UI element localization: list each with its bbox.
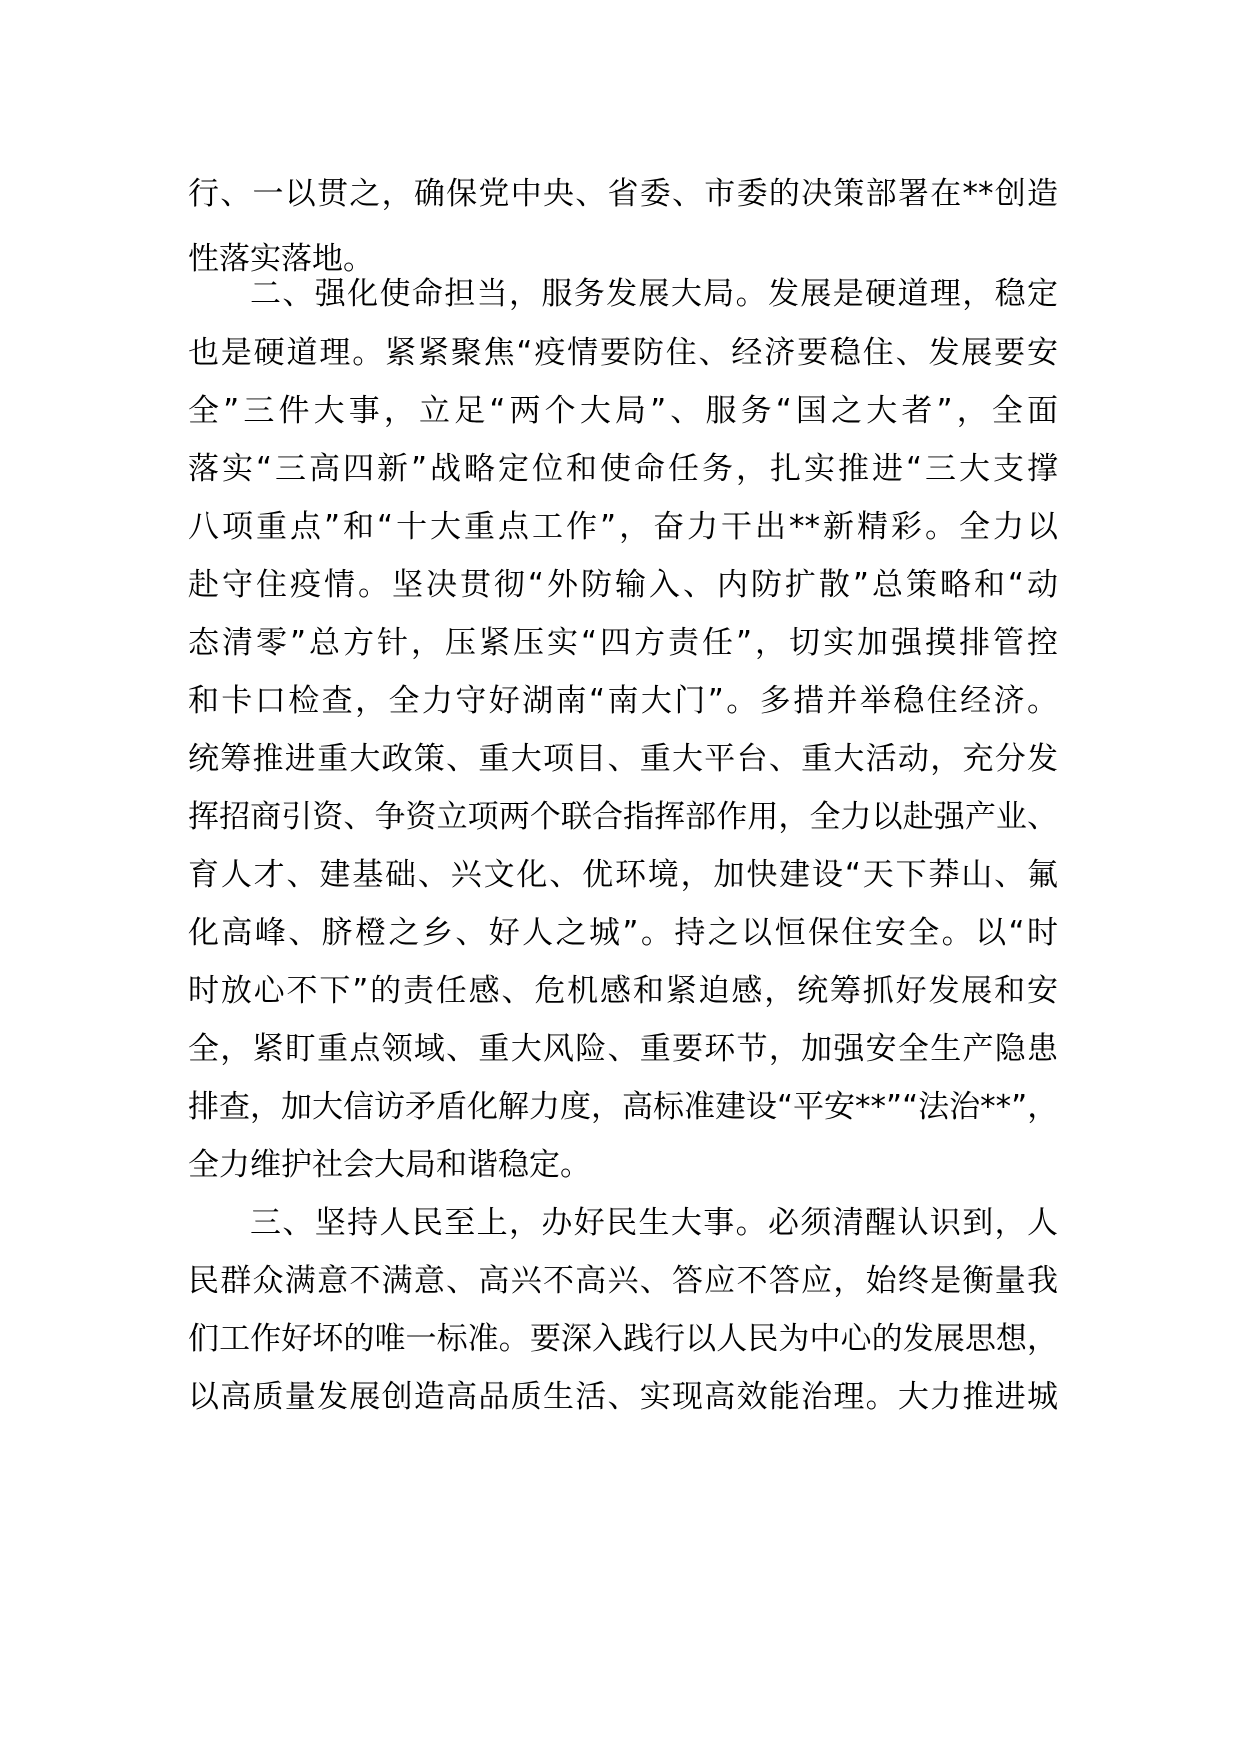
paragraph-heading-line: 二、强化使命担当，服务发展大局。发展是硬道理，稳定: [250, 276, 1058, 312]
text-line: 赴守住疫情。坚决贯彻“外防输入、内防扩散”总策略和“动: [188, 567, 1058, 603]
text-line: 全，紧盯重点领域、重大风险、重要环节，加强安全生产隐患: [188, 1031, 1058, 1067]
text-line: 挥招商引资、争资立项两个联合指挥部作用，全力以赴强产业、: [188, 799, 1058, 835]
text-line: 育人才、建基础、兴文化、优环境，加快建设“天下莽山、氟: [188, 857, 1058, 893]
text-line: 时放心不下”的责任感、危机感和紧迫感，统筹抓好发展和安: [188, 973, 1058, 1009]
text-line: 性落实落地。: [188, 241, 374, 277]
text-line: 以高质量发展创造高品质生活、实现高效能治理。大力推进城: [188, 1379, 1058, 1415]
text-line: 落实“三高四新”战略定位和使命任务，扎实推进“三大支撑: [188, 451, 1058, 487]
text-line: 全力维护社会大局和谐稳定。: [188, 1147, 591, 1183]
text-line: 化高峰、脐橙之乡、好人之城”。持之以恒保住安全。以“时: [188, 915, 1058, 951]
text-line: 和卡口检查，全力守好湖南“南大门”。多措并举稳住经济。: [188, 683, 1058, 719]
text-line: 们工作好坏的唯一标准。要深入践行以人民为中心的发展思想，: [188, 1321, 1058, 1357]
text-line: 民群众满意不满意、高兴不高兴、答应不答应，始终是衡量我: [188, 1263, 1058, 1299]
text-line: 也是硬道理。紧紧聚焦“疫情要防住、经济要稳住、发展要安: [188, 335, 1058, 371]
text-line: 统筹推进重大政策、重大项目、重大平台、重大活动，充分发: [188, 741, 1058, 777]
text-line: 排查，加大信访矛盾化解力度，高标准建设“平安**”“法治**”，: [188, 1089, 1059, 1125]
paragraph-heading-line: 三、坚持人民至上，办好民生大事。必须清醒认识到，人: [250, 1205, 1058, 1241]
text-line: 八项重点”和“十大重点工作”，奋力干出**新精彩。全力以: [188, 509, 1058, 545]
text-line: 态清零”总方针，压紧压实“四方责任”，切实加强摸排管控: [188, 625, 1058, 661]
text-line: 全”三件大事，立足“两个大局”、服务“国之大者”，全面: [188, 393, 1058, 429]
text-line: 行、一以贯之，确保党中央、省委、市委的决策部署在**创造: [188, 176, 1058, 212]
